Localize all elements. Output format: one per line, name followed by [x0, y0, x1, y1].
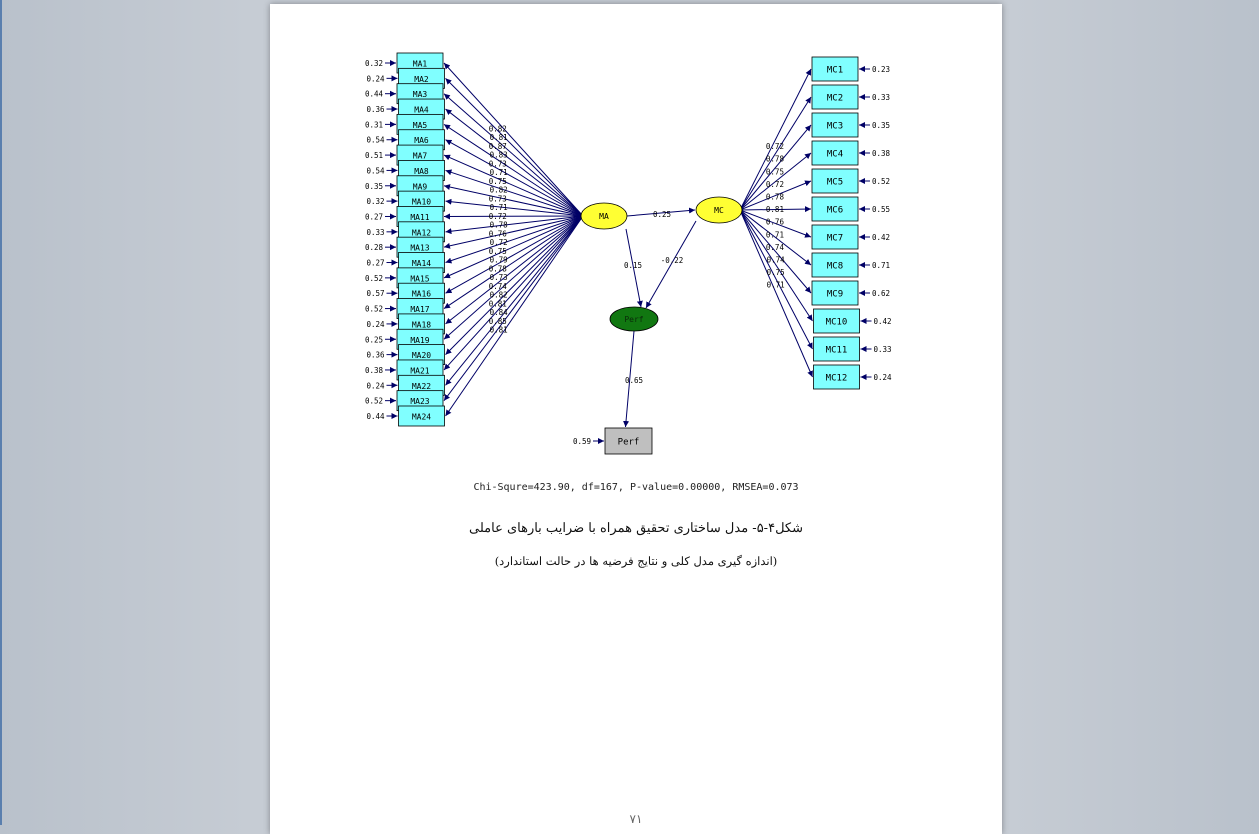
- loading-arrow-ma6: [446, 140, 584, 216]
- error-value-mc1: 0.23: [872, 65, 890, 74]
- indicator-label-mc10: MC10: [826, 318, 848, 328]
- error-value-mc9: 0.62: [872, 289, 890, 298]
- indicator-label-ma11: MA11: [410, 213, 429, 222]
- error-value-mc8: 0.71: [872, 261, 890, 270]
- error-value-ma23: 0.52: [365, 397, 383, 406]
- error-value-ma19: 0.25: [365, 335, 383, 344]
- loading-value-ma15: 0.75: [489, 247, 507, 256]
- error-value-ma12: 0.33: [366, 228, 384, 237]
- loading-value-ma12: 0.78: [490, 221, 509, 230]
- loading-value-mc6: 0.81: [766, 205, 784, 214]
- latent-label-ma: MA: [599, 212, 609, 221]
- error-value-ma14: 0.27: [366, 259, 384, 268]
- indicator-label-ma18: MA18: [412, 320, 431, 329]
- error-value-ma6: 0.54: [366, 136, 385, 145]
- loading-arrow-ma16: [446, 216, 584, 293]
- indicator-label-ma6: MA6: [414, 136, 429, 145]
- loading-value-ma11: 0.72: [489, 212, 507, 221]
- indicator-label-ma24: MA24: [412, 413, 431, 422]
- error-value-mc3: 0.35: [872, 121, 890, 130]
- indicator-label-ma22: MA22: [412, 382, 431, 391]
- loading-value-mc8: 0.71: [766, 230, 784, 239]
- indicator-label-ma1: MA1: [413, 60, 428, 69]
- loading-value-ma21: 0.81: [489, 299, 507, 308]
- loading-value-mc10: 0.74: [767, 255, 786, 264]
- error-value-ma11: 0.27: [365, 212, 383, 221]
- document-page: [270, 4, 1002, 834]
- indicator-label-perf: Perf: [618, 438, 640, 448]
- loading-arrow-ma22: [446, 216, 584, 385]
- page-number: ۷۱: [270, 812, 1002, 826]
- indicator-label-mc4: MC4: [827, 150, 843, 160]
- loading-value-mc11: 0.75: [767, 268, 785, 277]
- path-value-ma-perf: 0.15: [624, 261, 642, 270]
- error-value-ma2: 0.24: [366, 74, 385, 83]
- latent-label-mc: MC: [714, 206, 724, 215]
- indicator-label-ma16: MA16: [412, 290, 431, 299]
- latent-label-perf: Perf: [624, 315, 643, 324]
- indicator-label-ma14: MA14: [412, 259, 431, 268]
- loading-value-ma9: 0.73: [489, 194, 507, 203]
- loading-value-ma3: 0.87: [489, 142, 507, 151]
- indicator-label-ma23: MA23: [410, 397, 429, 406]
- loading-value-ma8: 0.82: [490, 186, 508, 195]
- figure-caption-title: شکل۴-۵- مدل ساختاری تحقیق همراه با ضرایب بارهای عاملی: [270, 521, 1002, 536]
- loading-value-ma20: 0.82: [490, 291, 508, 300]
- loading-value-ma13: 0.76: [489, 229, 508, 238]
- error-value-mc6: 0.55: [872, 205, 890, 214]
- loading-value-ma6: 0.71: [490, 168, 508, 177]
- error-value-ma3: 0.44: [365, 90, 384, 99]
- error-value-ma20: 0.36: [366, 351, 385, 360]
- loading-value-mc3: 0.75: [766, 167, 784, 176]
- path-value-mc-perf: -0.22: [661, 256, 684, 265]
- error-value-mc11: 0.33: [874, 345, 892, 354]
- indicator-label-ma4: MA4: [414, 106, 429, 115]
- loading-arrow-ma7: [444, 155, 583, 216]
- loading-arrow-ma20: [446, 216, 584, 355]
- indicator-label-ma20: MA20: [412, 351, 431, 360]
- figure-caption-subtitle: (اندازه گیری مدل کلی و نتایج فرضیه ها در حالت استاندارد): [270, 554, 1002, 568]
- indicator-label-mc5: MC5: [827, 178, 843, 188]
- error-value-ma1: 0.32: [365, 59, 383, 68]
- loading-arrow-ma24: [446, 216, 584, 416]
- sem-path-diagram: [270, 4, 1002, 474]
- error-value-ma22: 0.24: [366, 381, 385, 390]
- window-edge: [0, 0, 2, 825]
- error-value-ma16: 0.57: [366, 289, 384, 298]
- indicator-label-ma21: MA21: [410, 366, 429, 375]
- error-value-ma13: 0.28: [365, 243, 384, 252]
- indicator-label-mc8: MC8: [827, 262, 843, 272]
- indicator-label-mc6: MC6: [827, 206, 843, 216]
- loading-value-mc2: 0.78: [766, 155, 785, 164]
- path-value-perf-indicator: 0.65: [625, 376, 643, 385]
- error-value-mc5: 0.52: [872, 177, 890, 186]
- error-value-mc10: 0.42: [874, 317, 892, 326]
- error-value-ma24: 0.44: [366, 412, 385, 421]
- error-value-ma4: 0.36: [366, 105, 385, 114]
- loading-value-mc9: 0.74: [766, 243, 785, 252]
- indicator-label-mc3: MC3: [827, 122, 843, 132]
- indicator-label-ma2: MA2: [414, 75, 429, 84]
- error-value-mc12: 0.24: [874, 373, 893, 382]
- indicator-label-ma12: MA12: [412, 228, 431, 237]
- indicator-label-ma13: MA13: [410, 244, 429, 253]
- error-value-ma8: 0.54: [366, 166, 385, 175]
- indicator-label-mc1: MC1: [827, 66, 843, 76]
- loading-value-ma19: 0.74: [489, 282, 508, 291]
- loading-value-mc12: 0.71: [767, 281, 785, 290]
- loading-arrow-ma5: [444, 124, 583, 216]
- indicator-label-ma15: MA15: [410, 274, 429, 283]
- loading-value-ma1: 0.82: [489, 124, 507, 133]
- loading-arrow-ma2: [446, 78, 584, 216]
- error-value-ma21: 0.38: [365, 366, 384, 375]
- loading-arrow-ma19: [444, 216, 583, 339]
- fit-statistics: Chi-Squre=423.90, df=167, P-value=0.00000, RMSEA=0.073: [270, 482, 1002, 493]
- indicator-label-ma8: MA8: [414, 167, 429, 176]
- loading-value-ma2: 0.81: [490, 133, 508, 142]
- error-value-ma7: 0.51: [365, 151, 383, 160]
- error-value-ma9: 0.35: [365, 182, 383, 191]
- path-value-ma-mc: 0.25: [653, 210, 671, 219]
- indicator-label-mc7: MC7: [827, 234, 843, 244]
- loading-value-ma4: 0.83: [490, 151, 508, 160]
- error-value-ma5: 0.31: [365, 120, 383, 129]
- loading-value-ma24: 0.81: [490, 326, 508, 335]
- indicator-label-ma5: MA5: [413, 121, 428, 130]
- loading-value-ma17: 0.78: [489, 264, 508, 273]
- loading-arrow-ma3: [444, 94, 583, 216]
- error-value-perf: 0.59: [573, 437, 591, 446]
- indicator-label-mc11: MC11: [826, 346, 848, 356]
- loading-value-mc5: 0.78: [766, 192, 785, 201]
- indicator-label-ma3: MA3: [413, 90, 428, 99]
- loading-arrow-ma13: [444, 216, 583, 247]
- loading-value-ma23: 0.85: [489, 317, 507, 326]
- loading-arrow-ma9: [444, 186, 583, 216]
- loading-value-ma10: 0.71: [490, 203, 508, 212]
- loading-arrow-ma10: [446, 201, 584, 216]
- error-value-ma10: 0.32: [366, 197, 384, 206]
- loading-value-ma14: 0.72: [490, 238, 508, 247]
- loading-value-mc4: 0.72: [766, 180, 784, 189]
- indicator-label-ma19: MA19: [410, 336, 429, 345]
- loading-arrow-ma4: [446, 109, 584, 216]
- indicator-label-mc2: MC2: [827, 94, 843, 104]
- error-value-mc4: 0.38: [872, 149, 891, 158]
- indicator-label-mc12: MC12: [826, 374, 848, 384]
- indicator-label-ma7: MA7: [413, 152, 428, 161]
- loading-value-ma22: 0.84: [490, 308, 509, 317]
- loading-value-ma5: 0.73: [489, 159, 507, 168]
- indicator-label-mc9: MC9: [827, 290, 843, 300]
- loading-value-mc1: 0.72: [766, 142, 784, 151]
- loading-value-ma16: 0.79: [490, 256, 508, 265]
- loading-value-ma7: 0.75: [489, 177, 507, 186]
- error-value-ma18: 0.24: [366, 320, 385, 329]
- loading-value-ma18: 0.73: [490, 273, 508, 282]
- indicator-label-ma10: MA10: [412, 198, 431, 207]
- error-value-mc2: 0.33: [872, 93, 890, 102]
- error-value-ma15: 0.52: [365, 274, 383, 283]
- error-value-ma17: 0.52: [365, 305, 383, 314]
- loading-value-mc7: 0.76: [766, 218, 785, 227]
- indicator-label-ma17: MA17: [410, 305, 429, 314]
- indicator-label-ma9: MA9: [413, 182, 428, 191]
- error-value-mc7: 0.42: [872, 233, 890, 242]
